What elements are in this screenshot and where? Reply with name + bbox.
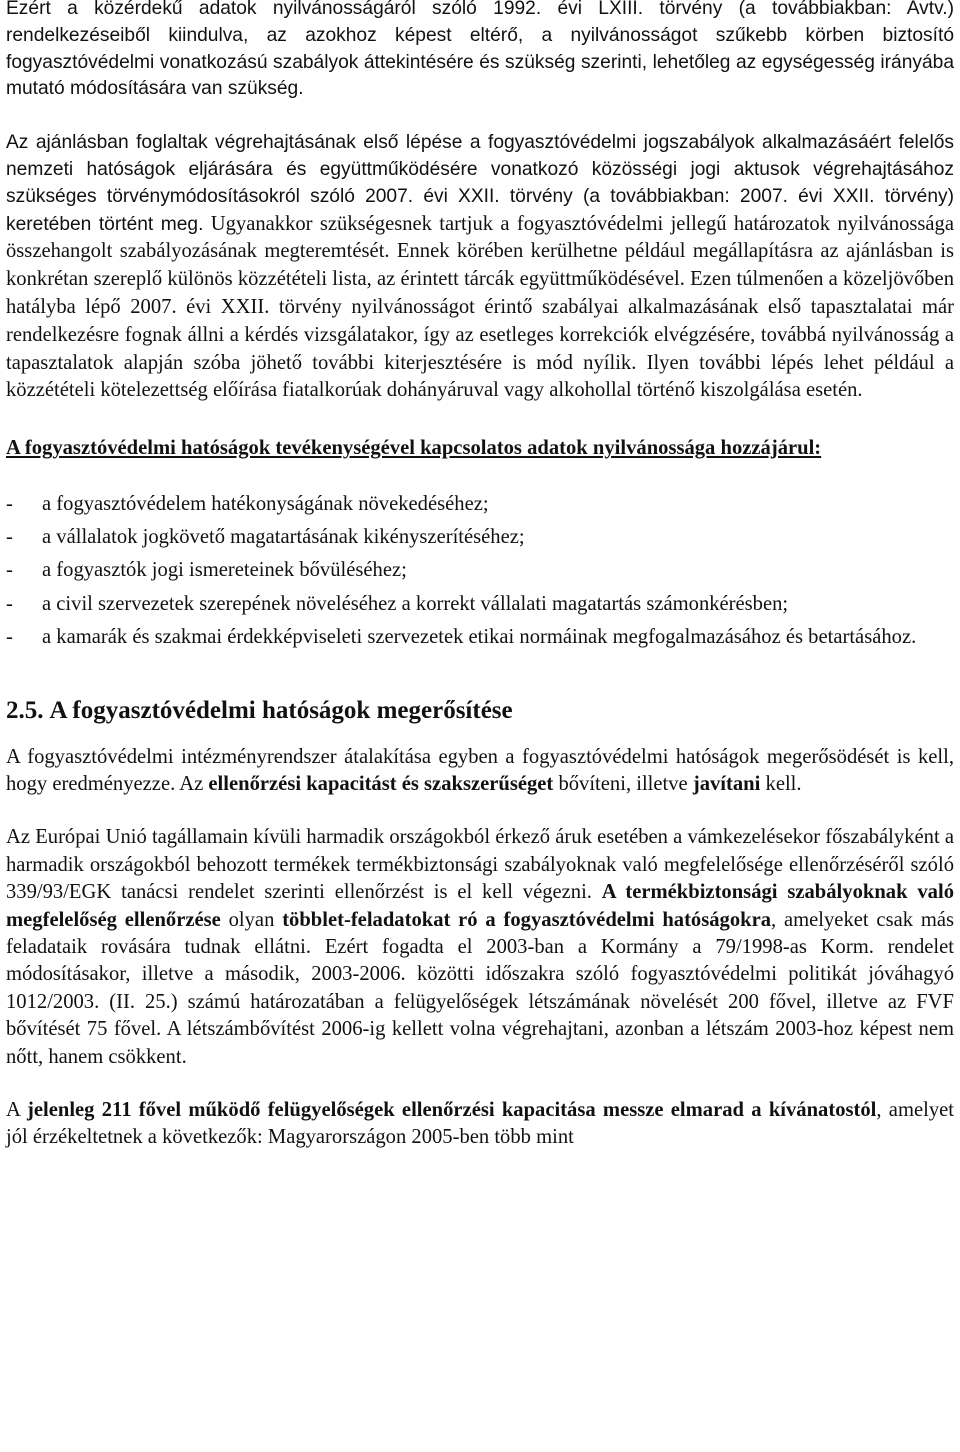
text-run: Az Európai Unió tagállamain kívüli harmadik országokból érkező áruk esetében a vámkezelésekor főszabályként a harmadik országokból behozott termékek termékbiztonsági szabályoknak való megfelelősége ellenőrzéséről szóló 339/93/EGK tanácsi rendelet szerinti ellenőrzést is el kell végezni. bbox=[6, 826, 954, 904]
list-item-text: a fogyasztóvédelem hatékonyságának növekedéséhez; bbox=[42, 492, 489, 515]
paragraph-avtv: Ezért a közérdekű adatok nyilvánosságáról szóló 1992. évi LXIII. törvény (a továbbiakban: Avtv.) rendelkezéseiből kiindulva, az azokhoz képest eltérő, a nyilvánosságot szűkebb körben biztosító fogyasztóvédelmi vonatkozású szabályok áttekintésére és szükség szerinti, lehetőleg az egységesség irányába mutató módosítására van szükség. bbox=[6, 0, 954, 100]
document-page bbox=[6, 0, 954, 1152]
list-dash: - bbox=[6, 592, 13, 615]
text-run: kell. bbox=[760, 773, 802, 795]
text-run: , amelyet jól érzékeltetnek a következők: Magyarországon 2005-ben több mint bbox=[6, 1099, 954, 1149]
paragraph-institution-reform bbox=[6, 744, 954, 799]
list-dash: - bbox=[6, 559, 13, 582]
text-run: A fogyasztóvédelmi intézményrendszer átalakítása egyben a fogyasztóvédelmi hatóságok megerősödését is kell, hogy eredményezze. Az bbox=[6, 745, 954, 795]
paragraph-recommendation-sans-part: Az ajánlásban foglaltak végrehajtásának első lépése a fogyasztóvédelmi jogszabályok alkalmazásáért felelős nemzeti hatóságok eljárására és együttműködésére vonatkozó közösségi jogi aktusok végrehajtásához szükséges törvénymódosításokról szóló 2007. évi XXII. törvény (a továbbiakban: 2007. évi XXII. törvény) keretében történt meg. bbox=[6, 132, 954, 235]
list-dash: - bbox=[6, 626, 13, 649]
section-heading bbox=[6, 696, 954, 726]
bold-underlined-heading: A fogyasztóvédelmi hatóságok tevékenységével kapcsolatos adatok nyilvánossága hozzájárul: bbox=[6, 437, 822, 460]
list-dash: - bbox=[6, 492, 13, 515]
list-dash: - bbox=[6, 525, 13, 548]
contribution-list bbox=[6, 491, 954, 652]
list-item bbox=[6, 557, 954, 584]
list-item-text: a kamarák és szakmai érdekképviseleti szervezetek etikai normáinak megfogalmazásához és betartásához. bbox=[42, 626, 917, 649]
bold-text-run: jelenleg 211 fővel működő felügyelőségek ellenőrzési kapacitása messze elmarad a kívánatostól bbox=[27, 1099, 877, 1122]
list-item bbox=[6, 491, 954, 518]
bold-text-run: A termékbiztonsági szabályoknak való megfelelőség ellenőrzése bbox=[6, 881, 954, 931]
text-run: , amelyeket csak más feladataik rovására tudnak ellátni. Ezért fogadta el 2003-ban a Kormány a 79/1998-as Korm. rendelet módosításakor, illetve a második, 2003-2006. közötti időszakra szóló fogyasztóvédelmi politikát jóváhagyó 1012/2003. (II. 25.) számú határozatában a felügyelőségek létszámának növelését 200 fővel, illetve az FVF bővítését 75 fővel. A létszámbővítést 2006-ig kellett volna végrehajtani, azonban a létszám 2003-hoz képest nem nőtt, hanem csökkent. bbox=[6, 908, 954, 1068]
bold-text-run: többlet-feladatokat ró a fogyasztóvédelmi hatóságokra bbox=[282, 908, 772, 931]
section-title: A fogyasztóvédelmi hatóságok megerősítése bbox=[49, 696, 513, 724]
text-run: A bbox=[6, 1099, 27, 1122]
list-item-text: a civil szervezetek szerepének növeléséhez a korrekt vállalati magatartás számonkérésben; bbox=[42, 592, 789, 615]
list-item-text: a vállalatok jogkövető magatartásának kikényszerítéséhez; bbox=[42, 525, 525, 548]
paragraph-recommendation bbox=[6, 130, 954, 405]
paragraph-capacity bbox=[6, 1097, 954, 1152]
text-run: bővíteni, illetve bbox=[553, 773, 693, 795]
section-number: 2.5. bbox=[6, 696, 44, 724]
bold-text-run: ellenőrzési kapacitást és szakszerűséget bbox=[208, 773, 554, 795]
paragraph-eu-import-control bbox=[6, 824, 954, 1071]
list-item bbox=[6, 524, 954, 551]
list-item-text: a fogyasztók jogi ismereteinek bővüléséhez; bbox=[42, 559, 407, 582]
list-item bbox=[6, 591, 954, 618]
bold-text-run: javítani bbox=[692, 773, 761, 795]
text-run: olyan bbox=[220, 908, 283, 931]
list-item bbox=[6, 624, 954, 651]
paragraph-recommendation-serif-part: Ugyanakkor szükségesnek tartjuk a fogyasztóvédelmi jellegű határozatok nyilvánossága összehangolt szabályozásának megteremtését. Ennek körében kerülhetne például megállapításra az ajánlásban is konkrétan szereplő különös közzétételi lista, az érintett tárcák együttműködésével. Ezen túlmenően a közeljövőben hatályba lépő 2007. évi XXII. törvény nyilvánosságot érintő szabályai alkalmazásának első tapasztalatai már rendelkezésre fognak állni a kérdés vizsgálatakor, így az esetleges korrekciók elvégzésére, továbbá nyilvánosság a tapasztalatok alapján szóba jöhető további kiterjesztésére is mód nyílik. Ilyen további lépés lehet például a közzétételi kötelezettség előírása fiatalkorúak dohányáruval vagy alkohollal történő kiszolgálása esetén. bbox=[6, 212, 954, 402]
